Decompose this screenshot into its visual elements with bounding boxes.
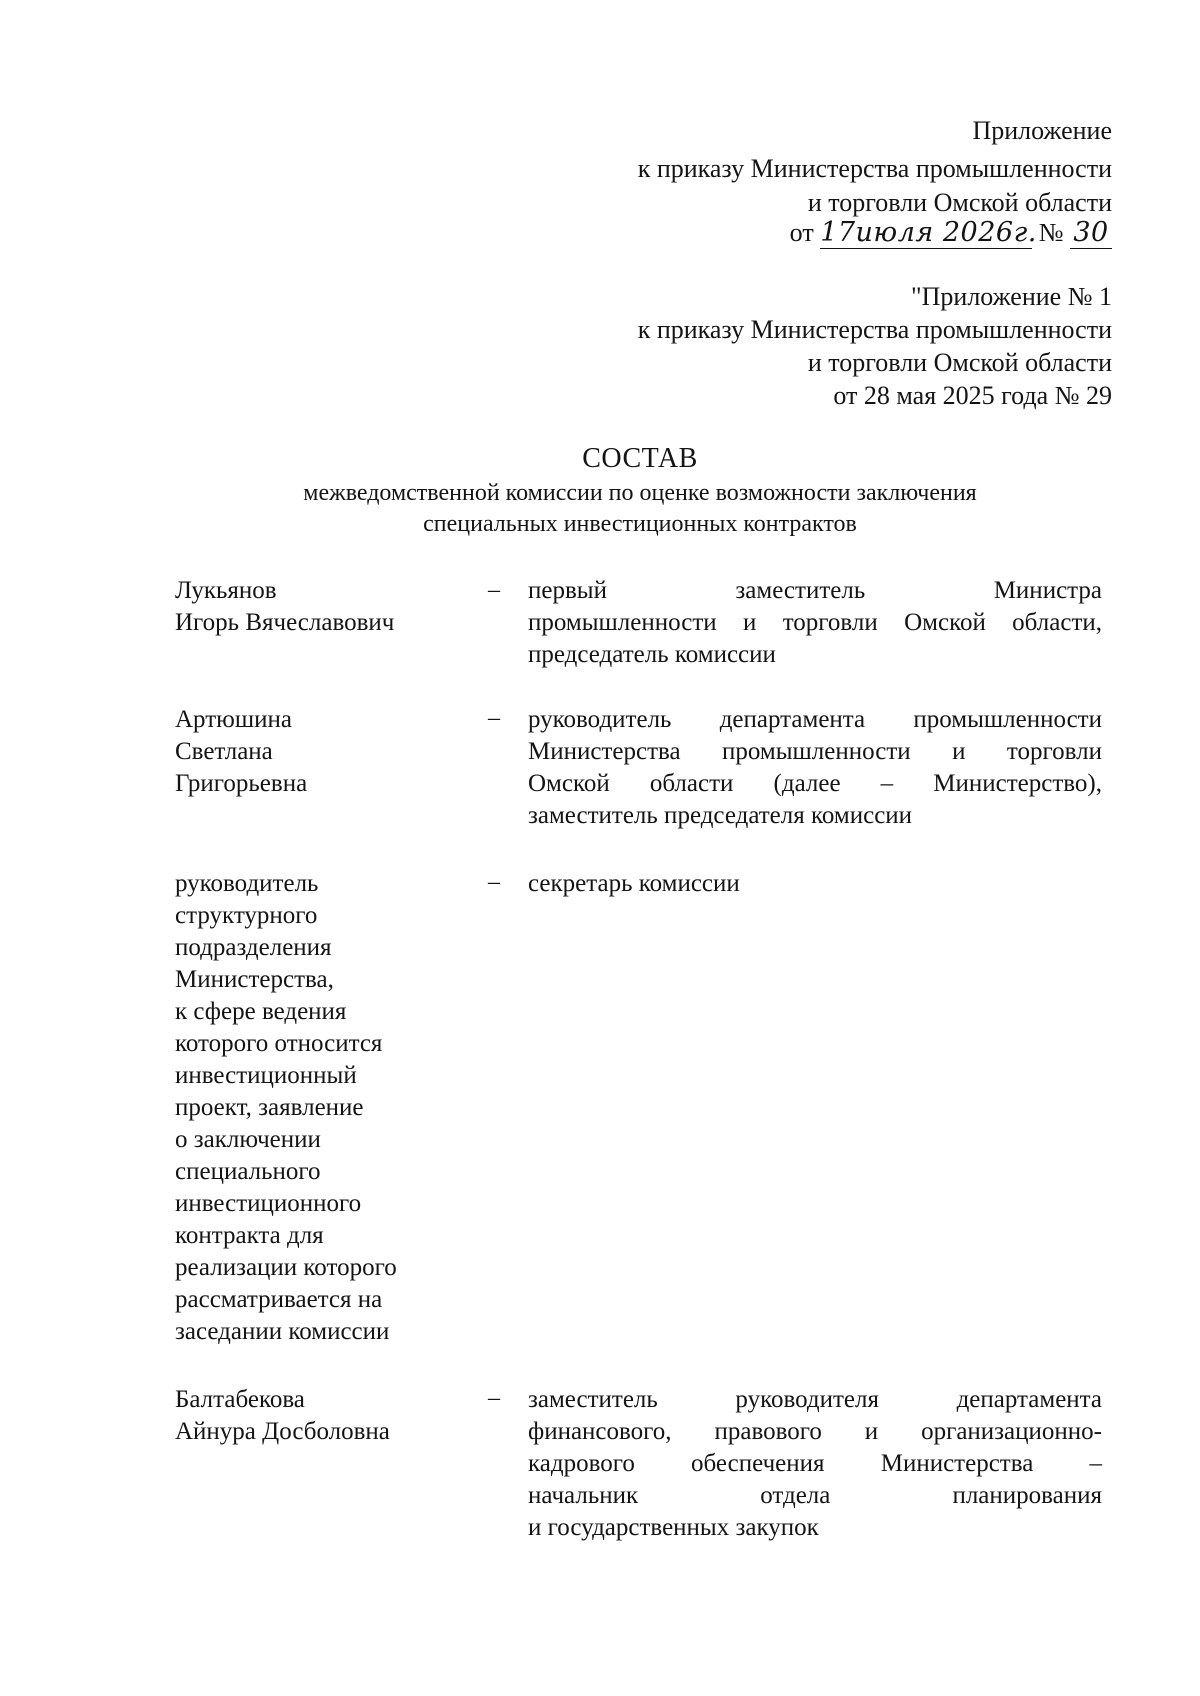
document-title: СОСТАВ — [582, 443, 698, 474]
previous-appendix-label: "Приложение № 1 — [911, 282, 1112, 311]
member-name-line: Игорь Вячеславович — [175, 609, 395, 636]
member-dash: – — [488, 869, 500, 895]
member-name-line: специального — [175, 1158, 321, 1185]
member-name-line: Лукьянов — [175, 577, 277, 604]
appendix-date-line — [790, 217, 1112, 249]
member-name — [175, 1384, 475, 1448]
member-role-line: кадрового обеспечения Министерства – — [528, 1450, 1102, 1477]
member-role-line: Министерства промышленности и торговли — [528, 738, 1102, 765]
member-name-line: структурного — [175, 902, 318, 929]
member-name-line: Балтабекова — [175, 1386, 305, 1413]
member-name-line: реализации которого — [175, 1254, 397, 1281]
member-name-line: инвестиционный — [175, 1062, 357, 1089]
member-role-line: секретарь комиссии — [528, 870, 740, 897]
member-dash: – — [488, 577, 500, 603]
member-name-line: рассматривается на — [175, 1286, 383, 1313]
member-role — [528, 868, 1102, 900]
document-subtitle-line-2: специальных инвестиционных контрактов — [423, 511, 857, 537]
previous-appendix-region-line: и торговли Омской области — [807, 348, 1112, 377]
member-name-line: заседании комиссии — [175, 1318, 390, 1345]
member-name-line: Министерства, — [175, 966, 334, 993]
member-name-line: Артюшина — [175, 706, 292, 733]
document-subtitle-line-1: межведомственной комиссии по оценке возможности заключения — [303, 480, 977, 506]
member-name-line: Григорьевна — [175, 770, 308, 797]
member-role — [528, 1384, 1102, 1544]
member-name-line: которого относится — [175, 1030, 383, 1057]
handwritten-date: 17июля 2026г. — [820, 217, 1037, 248]
previous-appendix-date-line: от 28 мая 2025 года № 29 — [833, 381, 1112, 410]
member-role-line: заместитель руководителя департамента — [528, 1386, 1102, 1413]
number-sign: № — [1038, 218, 1064, 247]
member-role-line: заместитель председателя комиссии — [528, 802, 913, 829]
handwritten-number: 30 — [1070, 218, 1112, 249]
member-dash: – — [488, 1385, 500, 1411]
member-role-line: первый заместитель Министра — [528, 577, 1102, 604]
member-name — [175, 868, 475, 1348]
member-role-line: и государственных закупок — [528, 1514, 819, 1541]
member-role — [528, 575, 1102, 671]
member-role-line: начальник отдела планирования — [528, 1482, 1102, 1509]
appendix-order-line: к приказу Министерства промышленности — [637, 154, 1112, 183]
member-dash: – — [488, 705, 500, 731]
member-name-line: руководитель — [175, 870, 319, 897]
member-role — [528, 704, 1102, 832]
member-name-line: к сфере ведения — [175, 998, 347, 1025]
appendix-label: Приложение — [972, 116, 1112, 145]
member-role-line: руководитель департамента промышленности — [528, 706, 1102, 733]
member-name-line: контракта для — [175, 1222, 324, 1249]
member-name — [175, 704, 475, 800]
member-role-line: председатель комиссии — [528, 641, 776, 668]
date-prefix: от — [789, 218, 814, 247]
member-role-line: Омской области (далее – Министерство), — [528, 770, 1102, 797]
member-name-line: проект, заявление — [175, 1094, 364, 1121]
member-name-line: подразделения — [175, 934, 332, 961]
member-name-line: Айнура Досболовна — [175, 1418, 390, 1445]
member-role-line: финансового, правового и организационно- — [528, 1418, 1102, 1445]
member-name-line: Светлана — [175, 738, 273, 765]
member-name-line: инвестиционного — [175, 1190, 362, 1217]
member-role-line: промышленности и торговли Омской области, — [528, 609, 1102, 636]
member-name-line: о заключении — [175, 1126, 321, 1153]
previous-appendix-order-line: к приказу Министерства промышленности — [637, 315, 1112, 344]
appendix-region-line: и торговли Омской области — [807, 188, 1112, 217]
member-name — [175, 575, 475, 639]
